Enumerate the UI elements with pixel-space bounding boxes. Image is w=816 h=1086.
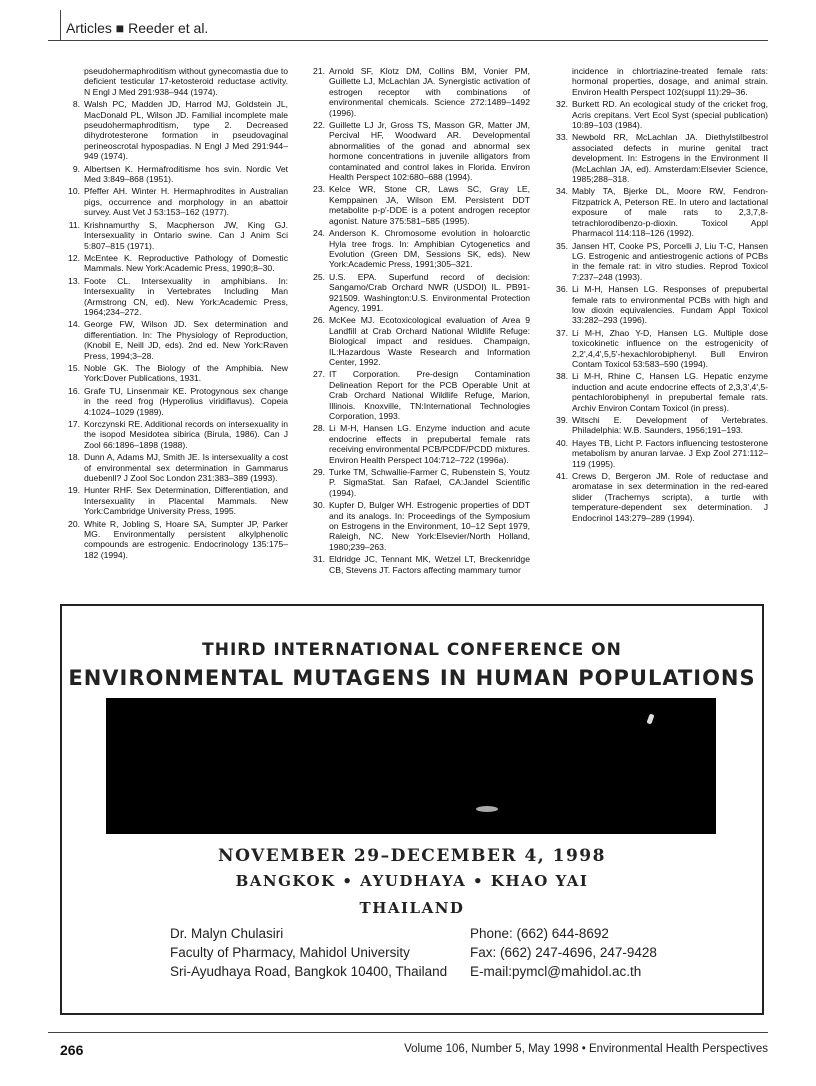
reference-entry	[548, 186, 768, 238]
header-rule	[48, 40, 768, 41]
reference-number: 34.	[556, 186, 568, 197]
reference-text: Anderson K. Chromosome evolution in holoarctic Hyla tree frogs. In: Amphibian Cytogenetics and Evolution (Green DM, Sessions SK, eds). New York:Academic Press, 1991;305–321.	[329, 228, 530, 270]
reference-entry	[60, 386, 288, 417]
reference-number: 20.	[68, 518, 80, 529]
reference-entry	[305, 228, 530, 270]
reference-text: Newbold RR, McLachlan JA. Diethylstilbestrol associated defects in murine genital tract development. In: Estrogens in the Environment II (McLachlan JA, ed). Amsterdam:Elsevier Science, 1985;288–318.	[572, 132, 768, 185]
reference-number: 13.	[68, 275, 80, 286]
reference-text: Hunter RHF. Sex Determination, Differentiation, and Intersexuality in Placental Mammals. New York:Cambridge University Press, 1995.	[84, 485, 288, 517]
reference-text: Krishnamurthy S, Macpherson JW, King GJ. Intersexuality in Ontario swine. Can J Anim Sci 5:807–815 (1971).	[84, 219, 288, 251]
reference-text: U.S. EPA. Superfund record of decision: Sangamo/Crab Orchard NWR (USDOI) IL. PB91-921509. Washington:U.S. Environmental Protection Agency, 1991.	[329, 271, 530, 313]
reference-entry	[548, 415, 768, 436]
reference-text: White R, Jobling S, Hoare SA, Sumpter JP, Parker MG. Environmentally persistent alkylphenolic compounds are estrogenic. Endocrinology 135:175–182 (1994).	[84, 518, 288, 560]
reference-number: 25.	[313, 271, 325, 282]
reference-entry	[548, 284, 768, 326]
reference-text: Crews D, Bergeron JM. Role of reductase and aromatase in sex determination in the red-eared slider (Trachemys scripta), a turtle with temperature-dependent sex determination. J Endocrinol 143:279–289 (1994).	[572, 471, 768, 523]
reference-entry	[305, 315, 530, 367]
reference-number: 15.	[68, 362, 80, 373]
reference-text: Turke TM, Schwallie-Farmer C, Rubenstein S, Youtz P. SigmaStat. San Rafael, CA:Jandel Scientific (1994).	[329, 467, 530, 498]
reference-text: Pfeffer AH. Winter H. Hermaphrodites in Australian pigs, occurrence and morphology in an abattoir survey. Aust Vet J 53:153–162 (1977).	[84, 186, 288, 218]
references-column-2	[305, 66, 530, 577]
reference-text: Noble GK. The Biology of the Amphibia. New York:Dover Publications, 1931.	[84, 362, 288, 384]
reference-text: Albertsen K. Hermafroditisme hos svin. Nordic Vet Med 3:849–868 (1951).	[84, 163, 288, 185]
reference-number: 26.	[313, 315, 325, 326]
contact-org: Faculty of Pharmacy, Mahidol University	[170, 945, 410, 960]
reference-entry	[60, 253, 288, 274]
header-author: Reeder et al.	[128, 20, 209, 36]
journal-footer: Volume 106, Number 5, May 1998 • Environmental Health Perspectives	[404, 1043, 768, 1055]
reference-entry	[60, 66, 288, 97]
reference-entry	[548, 438, 768, 469]
reference-text: Grafe TU, Linsenmair KE. Protogynous sex change in the reed frog (Hyperolius viridiflavus). Copeia 4:1024–1029 (1989).	[84, 385, 288, 417]
reference-text: Korczynski RE. Additional records on intersexuality in the isopod Mesidotea sibirica (Birula, 1986). Can J Zool 66:1896–1898 (1988).	[84, 419, 288, 450]
ad-title-line2: ENVIRONMENTAL MUTAGENS IN HUMAN POPULATIONS	[68, 666, 756, 690]
reference-text: Li M-H, Hansen LG. Enzyme induction and acute endocrine effects in prepubertal female rats receiving environmental PCB/PCDF/PCDD mixtures. Environ Health Perspect 104:712–722 (1996a).	[329, 423, 530, 465]
reference-text: Walsh PC, Madden JD, Harrod MJ, Goldstein JL, MacDonald PL, Wilson JD. Familial incomplete male pseudohermaphroditism, type 2. Decreased dihydrotesterone formation in pseudovaginal perineoscrotal hypospadias. N Engl J Med 291:944–949 (1974).	[84, 99, 288, 162]
reference-entry	[60, 519, 288, 561]
reference-number: 29.	[313, 467, 325, 478]
reference-text: pseudohermaphroditism without gynecomastia due to deficient testicular 17-ketosteroid reductase activity. N Engl J Med 291:938–944 (1974).	[84, 66, 288, 97]
reference-entry	[60, 276, 288, 318]
reference-entry	[548, 328, 768, 370]
references-column-3	[548, 66, 768, 525]
reference-entry	[305, 369, 530, 421]
contact-fax: Fax: (662) 247-4696, 247-9428	[470, 945, 657, 960]
reference-number: 24.	[313, 228, 325, 239]
reference-entry	[305, 66, 530, 118]
reference-number: 9.	[72, 163, 80, 174]
reference-number: 33.	[556, 132, 568, 143]
reference-number: 30.	[313, 500, 325, 511]
reference-entry	[548, 241, 768, 283]
reference-entry	[305, 554, 530, 575]
reference-number: 35.	[556, 240, 568, 251]
reference-number: 40.	[556, 437, 568, 448]
contact-email[interactable]: E-mail:pymcl@mahidol.ac.th	[470, 964, 642, 979]
conference-advertisement	[60, 604, 764, 1015]
reference-number: 14.	[68, 319, 80, 330]
reference-number: 28.	[313, 423, 325, 434]
reference-text: Mably TA, Bjerke DL, Moore RW, Fendron-Fitzpatrick A, Peterson RE. In utero and lactational exposure of male rats to 2,3,7,8-tetrachlorodibenzo-p-dioxin. Toxicol Appl Pharmacol 114:118–126 (1992).	[572, 186, 768, 239]
reference-entry	[548, 132, 768, 184]
reference-entry	[305, 184, 530, 226]
reference-entry	[548, 99, 768, 130]
reference-entry	[305, 500, 530, 552]
reference-entry	[548, 471, 768, 523]
reference-entry	[60, 99, 288, 161]
reference-text: IT Corporation. Pre-design Contamination Delineation Report for the PCB Operable Unit at Crab Orchard National Wildlife Refuge, Marion, Illinois. Knoxville, TN:International Technologies Corporation, 1993.	[329, 369, 530, 421]
reference-number: 10.	[68, 186, 80, 197]
reference-number: 17.	[68, 419, 80, 429]
reference-number: 38.	[556, 371, 568, 382]
header-section: Articles	[66, 20, 112, 36]
ad-night-photo	[106, 698, 716, 834]
reference-text: Eldridge JC, Tennant MK, Wetzel LT, Breckenridge CB, Stevens JT. Factors affecting mammary tumor	[329, 554, 530, 575]
reference-entry	[60, 319, 288, 361]
reference-text: Arnold SF, Klotz DM, Collins BM, Vonier PM, Guillette LJ, McLachlan JA. Synergistic activation of estrogen receptor with combinations of environmental chemicals. Science 272:1489–1492 (1996).	[329, 66, 530, 118]
star-shape	[646, 713, 654, 724]
reference-number: 8.	[72, 99, 80, 110]
contact-name: Dr. Malyn Chulasiri	[170, 926, 284, 941]
reference-text: Guillette LJ Jr, Gross TS, Masson GR, Matter JM, Percival HF, Woodward AR. Developmental abnormalities of the gonad and abnormal sex hormone concentrations in juvenile alligators from contaminated and control lakes in Florida. Environ Health Perspect 102:680–688 (1994).	[329, 120, 530, 183]
reference-entry	[305, 120, 530, 182]
reference-number: 16.	[68, 385, 80, 396]
footer-rule	[48, 1032, 768, 1033]
reference-number: 32.	[556, 99, 568, 110]
reference-entry	[60, 186, 288, 217]
ad-cities: BANGKOK • AYUDHAYA • KHAO YAI	[235, 872, 589, 890]
reference-text: George FW, Wilson JD. Sex determination and differentiation. In: The Physiology of Reproduction, (Knobil E, Neill JD, eds). 2nd ed. New York:Raven Press, 1994;3–28.	[84, 319, 288, 361]
reference-text: Burkett RD. An ecological study of the cricket frog, Acris crepitans. Vert Ecol Syst (special publication) 10:89–103 (1984).	[572, 99, 768, 131]
ad-country: THAILAND	[359, 899, 465, 917]
reference-text: McKee MJ. Ecotoxicological evaluation of Area 9 Landfill at Crab Orchard National Wildlife Refuge: Biological impact and residues. Champaign, IL:Hazardous Waste Research and Information Center, 1992.	[329, 315, 530, 367]
reference-text: Witschi E. Development of Vertebrates. Philadelphia: W.B. Saunders, 1956;191–193.	[572, 415, 768, 436]
page-number: 266	[60, 1042, 84, 1058]
contact-phone: Phone: (662) 644-8692	[470, 926, 609, 941]
ad-contact-numbers	[470, 924, 657, 981]
reference-number: 39.	[556, 415, 568, 425]
reference-number: 18.	[68, 452, 80, 463]
reference-entry	[305, 272, 530, 314]
reference-number: 31.	[313, 554, 325, 565]
reference-entry	[60, 419, 288, 450]
reference-entry	[60, 363, 288, 384]
reference-text: incidence in chlortriazine-treated female rats: hormonal properties, dosage, and animal strain. Environ Health Perspect 102(suppl 11):29–36.	[572, 66, 768, 97]
reference-entry	[60, 485, 288, 516]
reference-number: 19.	[68, 485, 80, 496]
ad-dates: NOVEMBER 29–DECEMBER 4, 1998	[218, 846, 606, 866]
light-shape	[476, 806, 498, 812]
reference-text: Li M-H, Zhao Y-D, Hansen LG. Multiple dose toxicokinetic influence on the estrogenicity of 2,2',4,4',5,5'-hexachlorobiphenyl. Bull Environ Contam Toxicol 53:583–590 (1994).	[572, 327, 768, 369]
reference-entry	[548, 371, 768, 413]
contact-address: Sri-Ayudhaya Road, Bangkok 10400, Thailand	[170, 964, 448, 979]
reference-number: 22.	[313, 120, 325, 131]
reference-number: 27.	[313, 369, 325, 380]
header-rule-vertical	[60, 10, 61, 40]
reference-text: Kupfer D, Bulger WH. Estrogenic properties of DDT and its analogs. In: Proceedings of the Symposium on Estrogens in the Environment, 10–12 Sept 1979, Raleigh, NC. New York:Elsevier/North Holland, 1980;239–263.	[329, 500, 530, 552]
reference-text: Jansen HT, Cooke PS, Porcelli J, Liu T-C, Hansen LG. Estrogenic and antiestrogenic actions of PCBs in the female rat: in vitro studies. Reprod Toxicol 7:237–248 (1993).	[572, 240, 768, 282]
reference-text: Hayes TB, Licht P. Factors influencing testosterone metabolism by anuran larvae. J Exp Zool 271:112–119 (1995).	[572, 437, 768, 469]
references-column-1	[60, 66, 288, 562]
running-header: Articles ■ Reeder et al.	[66, 20, 209, 36]
ad-title-line1: THIRD INTERNATIONAL CONFERENCE ON	[202, 640, 622, 660]
reference-entry	[60, 220, 288, 251]
reference-text: Foote CL. Intersexuality in amphibians. In: Intersexuality in Vertebrates Including Man (Armstrong CN, ed). New York:Academic Press, 1964;234–272.	[84, 275, 288, 317]
reference-text: Dunn A, Adams MJ, Smith JE. Is intersexuality a cost of environmental sex determination in Gammarus duebenll? J Zool Soc London 231:383–389 (1993).	[84, 452, 288, 484]
ad-contact-block	[170, 924, 447, 981]
reference-number: 21.	[313, 66, 325, 76]
reference-entry	[305, 467, 530, 498]
reference-text: Li M-H, Hansen LG. Responses of prepubertal female rats to environmental PCBs with high and low dioxin equivalencies. Fundam Appl Toxicol 33:282–293 (1996).	[572, 284, 768, 326]
reference-entry	[548, 66, 768, 97]
reference-number: 36.	[556, 284, 568, 295]
reference-number: 11.	[68, 219, 80, 230]
reference-text: McEntee K. Reproductive Pathology of Domestic Mammals. New York:Academic Press, 1990;8–30.	[84, 252, 288, 274]
reference-number: 23.	[313, 184, 325, 195]
reference-number: 37.	[556, 327, 568, 338]
reference-number: 12.	[68, 252, 80, 263]
reference-text: Li M-H, Rhine C, Hansen LG. Hepatic enzyme induction and acute endocrine effects of 2,3,3',4',5-pentachlorobiphenyl in prepubertal female rats. Archiv Environ Contam Toxicol (in press).	[572, 371, 768, 413]
reference-entry	[305, 423, 530, 465]
reference-number: 41.	[556, 471, 568, 482]
reference-entry	[60, 452, 288, 483]
reference-text: Kelce WR, Stone CR, Laws SC, Gray LE, Kemppainen JA, Wilson EM. Persistent DDT metabolite p-p'-DDE is a potent androgen receptor agonist. Nature 375:581–585 (1995).	[329, 184, 530, 226]
reference-entry	[60, 164, 288, 185]
